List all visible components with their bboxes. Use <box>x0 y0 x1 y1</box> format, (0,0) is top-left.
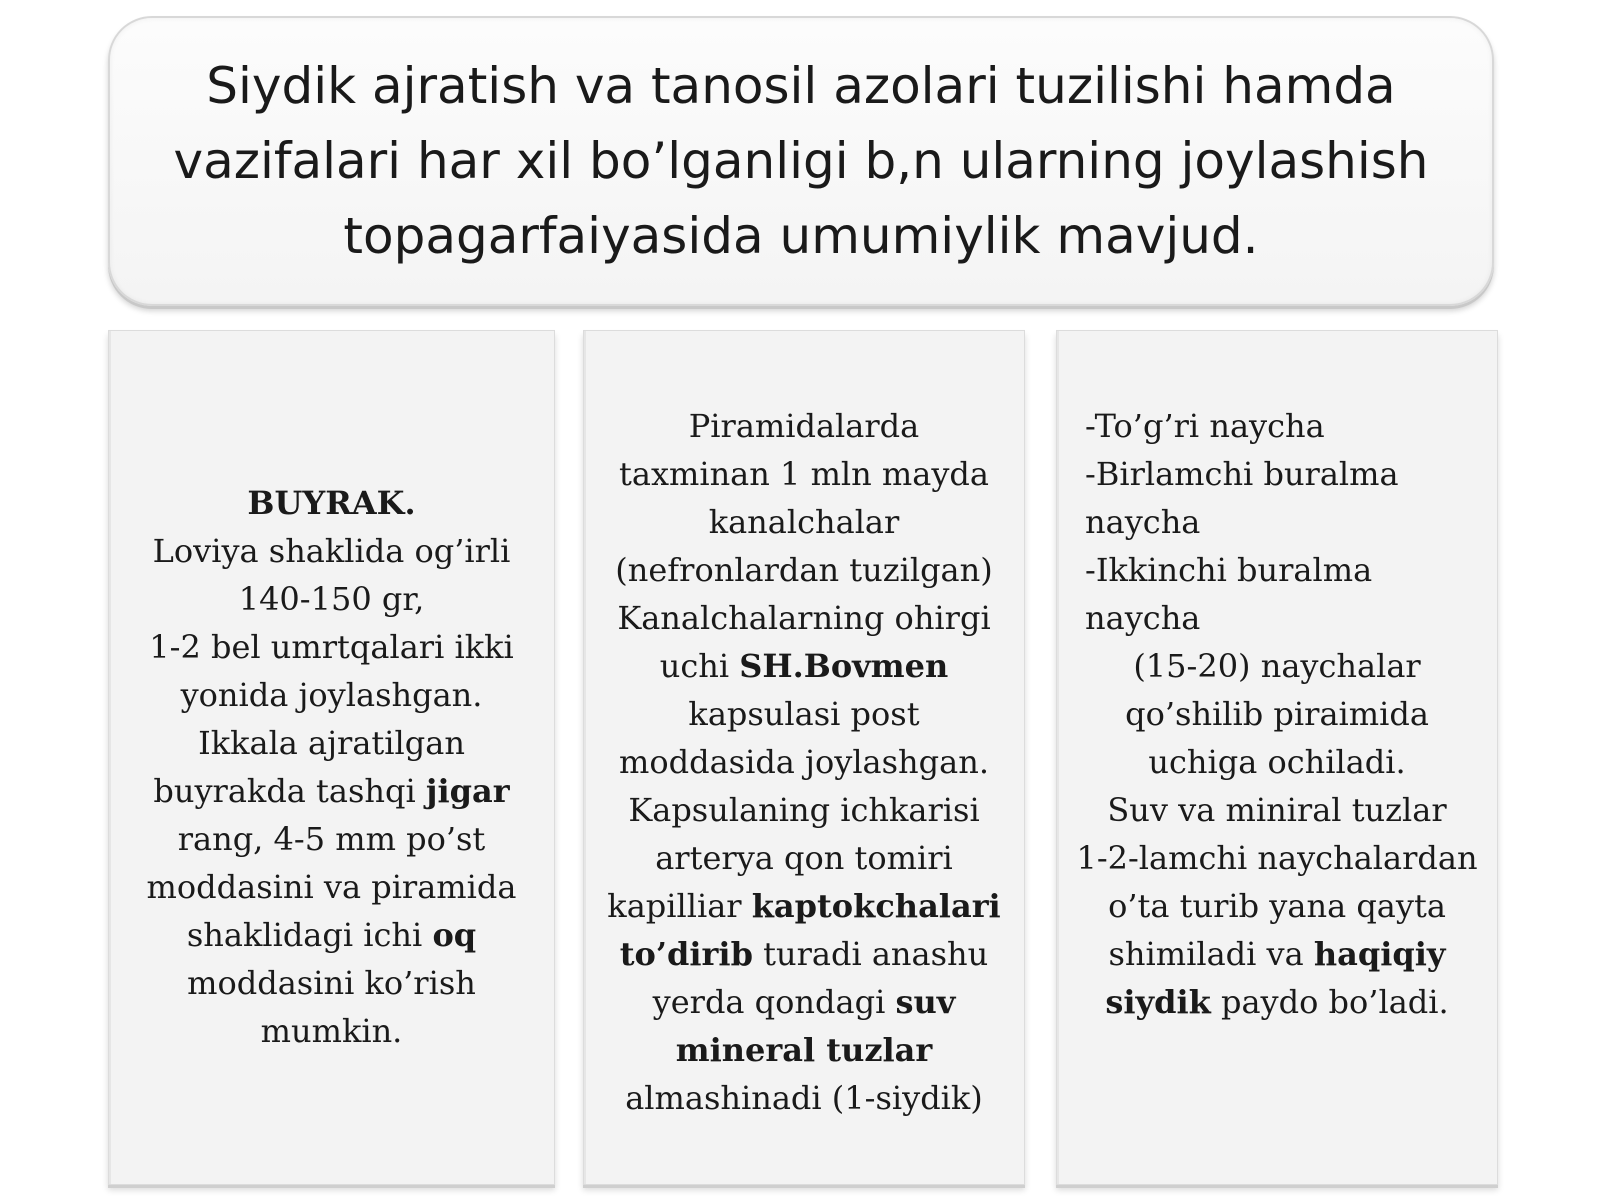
text-line: Suv va miniral tuzlar <box>1107 790 1447 829</box>
list-item: -To’g’ri naycha <box>1085 406 1325 445</box>
text-line: 140-150 gr, <box>238 579 425 618</box>
text-line: moddasini va piramida <box>146 867 517 906</box>
text-line: Piramidalarda <box>688 406 920 445</box>
text-line: (15-20) naychalar <box>1133 646 1421 685</box>
text-line: yonida joylashgan. <box>180 675 483 714</box>
text-line: moddasida joylashgan. <box>619 742 989 781</box>
text-fragment: shimiladi va <box>1108 934 1314 973</box>
list-item: -Ikkinchi buralma <box>1085 550 1373 589</box>
text-line: arterya qon tomiri <box>655 838 953 877</box>
text-fragment: uchi <box>659 646 740 685</box>
text-line: Kanalchalarning ohirgi <box>617 598 991 637</box>
piramida-text <box>584 394 1024 1122</box>
buyrak-heading: BUYRAK. <box>247 483 416 522</box>
text-line: Kapsulaning ichkarisi <box>628 790 980 829</box>
text-line: qo’shilib piraimida <box>1125 694 1429 733</box>
text-line: kanalchalar <box>708 502 900 541</box>
list-item: naycha <box>1085 598 1201 637</box>
buyrak-panel <box>108 330 555 1185</box>
text-line: o’ta turib yana qayta <box>1108 886 1446 925</box>
piramida-panel <box>583 330 1025 1185</box>
text-line: kapsulasi post <box>688 694 920 733</box>
text-fragment: buyrakda tashqi <box>153 771 426 810</box>
title-line-1: Siydik ajratish va tanosil azolari tuzilishi hamda <box>206 56 1396 115</box>
bold-term: to’dirib <box>619 934 753 973</box>
text-fragment: shaklidagi ichi <box>186 915 433 954</box>
text-fragment: yerda qondagi <box>652 982 896 1021</box>
text-line: Loviya shaklida og’irli <box>152 531 511 570</box>
text-line: (nefronlardan tuzilgan) <box>615 550 993 589</box>
text-line: rang, 4-5 mm po’st <box>177 819 486 858</box>
text-fragment: turadi anashu <box>752 934 989 973</box>
text-fragment: paydo bo’ladi. <box>1210 982 1449 1021</box>
bold-term: haqiqiy <box>1313 934 1446 973</box>
text-line: Ikkala ajratilgan <box>198 723 465 762</box>
bold-term: mineral tuzlar <box>675 1030 933 1069</box>
bold-term: jigar <box>425 771 510 810</box>
bold-term: siydik <box>1105 982 1211 1021</box>
text-line: uchiga ochiladi. <box>1148 742 1406 781</box>
list-item: naycha <box>1085 502 1201 541</box>
text-line: moddasini ko’rish <box>187 963 476 1002</box>
text-line: mumkin. <box>260 1011 403 1050</box>
bold-term: kaptokchalari <box>751 886 1001 925</box>
text-line: 1-2-lamchi naychalardan <box>1076 838 1478 877</box>
bold-term: oq <box>432 915 477 954</box>
title-line-2: vazifalari har xil bo’lganligi b,n ularning joylashish <box>173 131 1429 190</box>
page-title <box>153 49 1448 274</box>
bold-term: suv <box>895 982 956 1021</box>
text-line: almashinadi (1-siydik) <box>625 1078 983 1117</box>
bold-term: SH.Bovmen <box>739 646 949 685</box>
text-line: 1-2 bel umrtqalari ikki <box>149 627 514 666</box>
text-fragment: kapilliar <box>607 886 752 925</box>
naycha-text <box>1057 402 1497 1114</box>
text-line: taxminan 1 mln mayda <box>619 454 989 493</box>
title-line-3: topagarfaiyasida umumiylik mavjud. <box>343 206 1259 265</box>
naycha-panel <box>1056 330 1498 1185</box>
list-item: -Birlamchi buralma <box>1085 454 1399 493</box>
title-box <box>108 16 1494 306</box>
buyrak-text <box>109 461 554 1055</box>
